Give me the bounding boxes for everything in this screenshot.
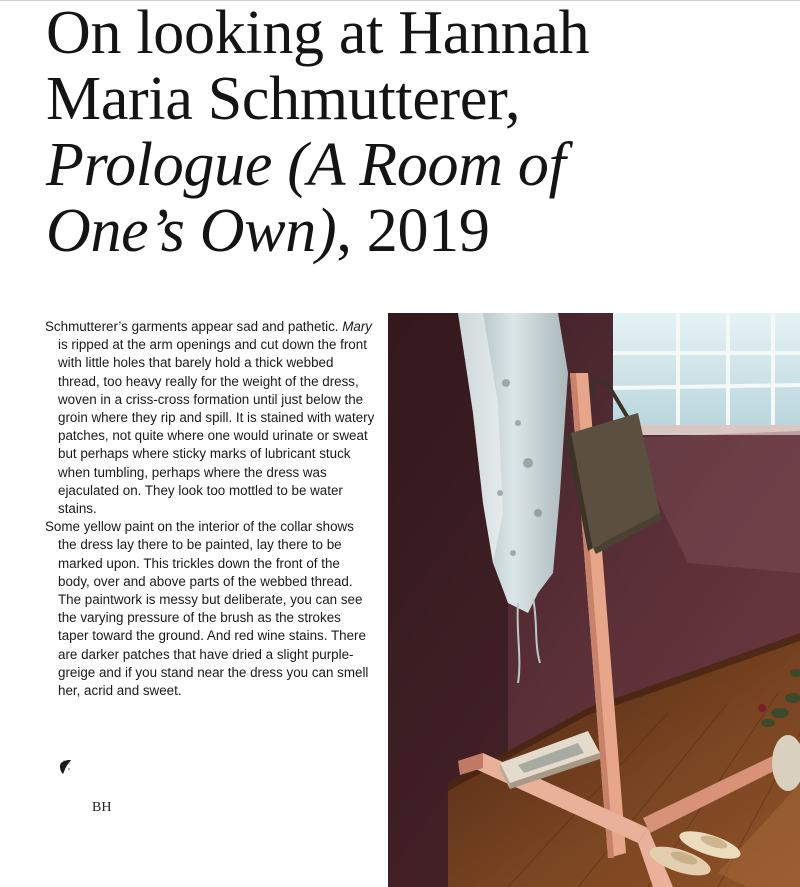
paragraph-1-start: Schmutterer’s garments appear sad and pathetic. [45,319,343,334]
artwork-title-part-2: One’s Own) [46,197,337,265]
title-line-3 [46,132,786,198]
ink-mark-icon [58,757,74,777]
artwork-photo-scene [388,313,800,887]
title-line-2: Maria Schmutterer, [46,65,521,133]
essay-body [45,318,375,700]
paragraph-2: Some yellow paint on the interior of the collar shows the dress lay there to be painted, lay there to be marked upon. This trickles down the front of the body, over and above parts of the webbed thread. The paintwork is messy but deliberate, you can see the varying pressure of the brush as the strokes taper toward the ground. And red wine stains. There are darker patches that have dried a slight purple-greige and if you stand near the dress you can smell her, acrid and sweet. [45,519,369,699]
page-title [46,0,786,264]
artwork-name-mary: Mary [342,319,373,334]
paragraph-1 [45,318,375,518]
paragraph-1-rest: is ripped at the arm openings and cut down the front with little holes that barely hold a thick webbed thread, too heavy really for the weight of the dress, woven in a criss-cross formation until just below the groin where they rip and spill. It is stained with watery patches, not quite where one would urinate or sweat but perhaps where sticky marks of lubricant stuck when tumbling, perhaps where the dress was ejaculated on. They look too mottled to be water stains. [58,337,375,517]
author-initials: BH [92,800,112,815]
artwork-photo [388,313,800,887]
artwork-year: , 2019 [336,197,490,265]
title-line-4 [46,198,786,264]
artwork-title-part-1: Prologue (A Room of [46,131,566,199]
title-line-1: On looking at Hannah [46,0,590,67]
